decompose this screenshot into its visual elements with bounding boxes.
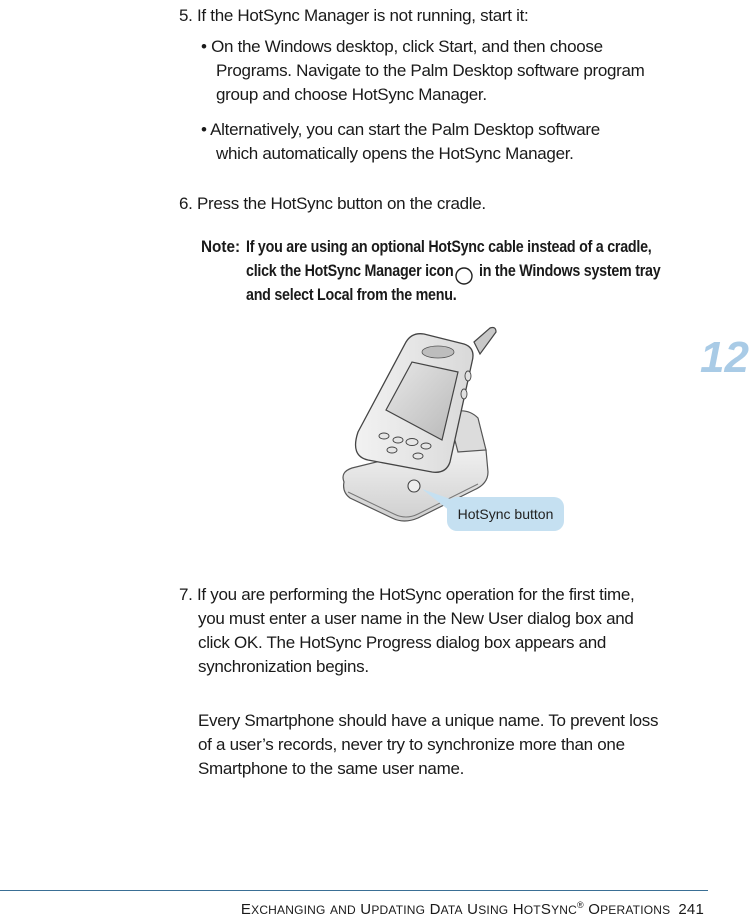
step-7-line-2: you must enter a user name in the New User dialog box and xyxy=(198,609,634,628)
running-footer: EXCHANGING AND UPDATING DATA USING HOTSYNC® OPERATIONS 241 xyxy=(240,900,704,918)
chapter-number: 12 xyxy=(700,333,749,382)
bullet-1-line-2: Programs. Navigate to the Palm Desktop software program xyxy=(216,61,645,80)
bullet-2-line-2: which automatically opens the HotSync Manager. xyxy=(216,144,574,163)
step-5: 5. If the HotSync Manager is not running, start it: xyxy=(179,6,529,25)
hotsync-manager-icon xyxy=(454,265,474,285)
bullet-1-line-3: group and choose HotSync Manager. xyxy=(216,85,487,104)
note-label: Note: xyxy=(201,237,241,256)
paragraph-line-1: Every Smartphone should have a unique name. To prevent loss xyxy=(198,711,659,730)
note-line-2a: click the HotSync Manager icon xyxy=(246,261,454,280)
bullet-1-line-1: • On the Windows desktop, click Start, and then choose xyxy=(201,37,603,56)
step-7-line-3: click OK. The HotSync Progress dialog box appears and xyxy=(198,633,607,652)
note-line-2b: in the Windows system tray xyxy=(479,261,661,280)
page-number: 241 xyxy=(678,901,704,918)
footer-rule xyxy=(0,890,708,891)
step-7-line-1: 7. If you are performing the HotSync operation for the first time, xyxy=(179,585,635,604)
step-6: 6. Press the HotSync button on the cradle. xyxy=(179,194,486,213)
paragraph-line-2: of a user’s records, never try to synchronize more than one xyxy=(198,735,625,754)
note-line-1: If you are using an optional HotSync cable instead of a cradle, xyxy=(246,237,652,256)
bullet-2-line-1: • Alternatively, you can start the Palm Desktop software xyxy=(201,120,600,139)
hotsync-button-callout: HotSync button xyxy=(447,497,564,531)
step-7-line-4: synchronization begins. xyxy=(198,657,369,676)
paragraph-line-3: Smartphone to the same user name. xyxy=(198,759,465,778)
note-line-3: and select Local from the menu. xyxy=(246,285,457,304)
